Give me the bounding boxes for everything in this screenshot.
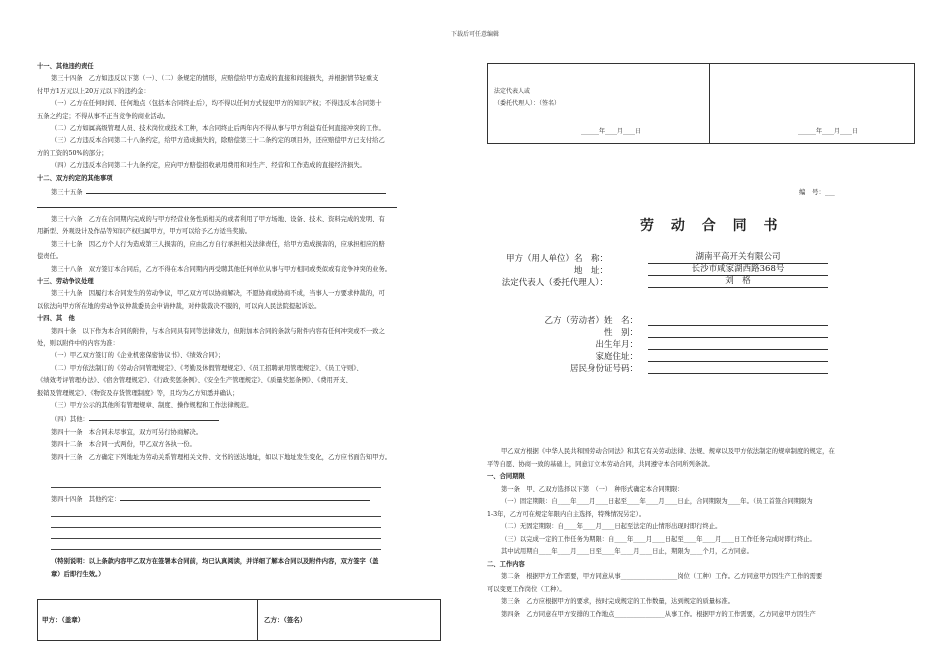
appendix-4 xyxy=(37,412,442,426)
article-35 xyxy=(37,185,442,199)
other-line-4[interactable] xyxy=(51,539,381,550)
appendix-4-label: （四）其他： xyxy=(51,416,89,424)
clause-1-probation: 其中试用期自____年____月____日至____年____月____日止，期限为____个月，乙方同意。 xyxy=(501,548,753,555)
article-36-cont: 用新型、外观设计及作品等知识产权归属甲方，甲方可以给予乙方适当奖励。 xyxy=(37,228,252,236)
appendix-3: （三）甲方公示的其他所有管理规章、制度、操作规程和工作法律规范。 xyxy=(51,401,253,409)
article-39-cont: 以依法向甲方所在地的劳动争议仲裁委员会申请仲裁，对仲裁裁决不服的，可以向人民法院提起诉讼。 xyxy=(37,302,321,310)
clause-2-cont: 可以变更工作岗位（工种）。 xyxy=(487,585,566,593)
signature-table xyxy=(37,599,441,641)
date-right: ______年____月____日 xyxy=(798,128,859,135)
section-1-title: 一、合同期限 xyxy=(487,473,525,480)
representative-table xyxy=(487,63,915,144)
item-3: （三）乙方违反本合同第二十八条约定，给甲方造成损失的，除赔偿第三十二条约定的项目外，还应赔偿甲方已支付给乙 xyxy=(51,137,385,145)
table-divider xyxy=(257,600,258,640)
item-3-cont: 方的工资的50%的部分； xyxy=(37,149,108,157)
party-b-home[interactable] xyxy=(648,350,828,362)
item-2: （二）乙方如属高级管理人员、技术岗位或技术工种，本合同终止后两年内不得从事与甲方利益有任何直接冲突的工作。 xyxy=(51,125,385,133)
item-1-cont: 五条之约定；不得从事不正当竞争的商业活动。 xyxy=(37,112,170,120)
address-line[interactable] xyxy=(51,476,381,488)
other-line-2[interactable] xyxy=(51,517,381,528)
article-40-cont: 处，则以附件中的内容为准： xyxy=(37,339,119,347)
article-37: 第三十七条 因乙方个人行为造成第三人损害的，应由乙方自行承担相关法律责任，给甲方造成损害的，应承担相应的赔 xyxy=(51,240,385,248)
party-b-name[interactable] xyxy=(648,314,828,326)
party-a-seal-label: 甲方：（盖章） xyxy=(42,616,85,624)
article-44 xyxy=(37,492,442,506)
party-a-name-label: 甲方（用人单位）名 称： xyxy=(505,254,608,264)
clause-4: 第四条 乙方同意在甲方安排的工作地点________________从事工作。根据甲方的工作需要，乙方同意甲方因生产 xyxy=(501,610,816,618)
article-41: 第四十一条 本合同未尽事宜，双方可另行协商解决。 xyxy=(51,428,203,436)
special-note-cont: 章）后即行生效。） xyxy=(51,570,105,578)
article-38: 第三十八条 双方签订本合同后，乙方不得在本合同期内再受聘其他任何单位从事与甲方相同或类似或有竞争冲突的业务。 xyxy=(51,265,392,273)
party-b-sex[interactable] xyxy=(648,326,828,338)
clause-2: 第二条 根据甲方工作需要，甲方同意从事__________________岗位（工种）工作。乙方同意甲方因生产工作的需要 xyxy=(501,573,823,580)
left-page xyxy=(37,61,442,581)
party-b-name-label: 乙方（劳动者）姓 名： xyxy=(544,316,638,326)
other-line-3[interactable] xyxy=(51,528,381,539)
article-34: 第三十四条 乙方如违反以下第（一）、（二）条规定的情形，应赔偿给甲方造成的直接和间接损失，并根据情节轻重支 xyxy=(51,75,379,83)
document-number: 编 号：___ xyxy=(799,188,835,196)
article-39: 第三十九条 因履行本合同发生的劳动争议，甲乙双方可以协商解决，不愿协商或协商不成，当事人一方要求仲裁的，可 xyxy=(51,290,385,298)
clause-1-fixed-cont: 1-3年，乙方可在规定年限内自主选择，特殊情况另定）。 xyxy=(487,510,646,518)
intro-cont: 平等自愿、协商一致的基础上，同意订立本劳动合同，共同遵守本合同所列条款。 xyxy=(487,460,714,468)
party-a-rep[interactable]: 刘 格 xyxy=(648,276,828,288)
party-a-name[interactable]: 湖南平高开关有限公司 xyxy=(648,252,828,264)
blank-line xyxy=(37,199,397,208)
appendix-2-cont2: 报销及管理规定》、《物资及存货管理制度》等，且均为乙方知悉并确认； xyxy=(37,389,239,397)
section-12-title: 十二、双方约定的其他事项 xyxy=(37,174,113,182)
appendix-4-line[interactable] xyxy=(89,412,219,421)
article-35-line xyxy=(86,185,386,194)
rep-label-2: （委托代理人）：（签名） xyxy=(494,100,561,107)
article-44-label: 第四十四条 其他约定： xyxy=(51,496,121,503)
clause-1-open: （二）无固定期限：自____年____月____日起至法定的止情形出现时即行终止。 xyxy=(501,523,722,530)
contract-title: 劳 动 合 同 书 xyxy=(640,218,784,234)
appendix-2-cont: 《绩效考评管理办法》、《宿舍管理规定》、《行政奖惩条例》、《安全生产管理规定》、《质量奖惩条例》、《费用开支、 xyxy=(37,377,352,385)
appendix-1: （一）甲乙双方签订的《企业机密保密协议书》、《绩效合同》； xyxy=(51,352,225,360)
party-b-birth-label: 出生年月： xyxy=(595,340,638,350)
section-2-title: 二、工作内容 xyxy=(487,560,525,568)
party-b-id[interactable] xyxy=(648,362,828,374)
party-b-sex-label: 性 别： xyxy=(603,328,638,338)
clause-1-task: （三）以完成一定的工作任务为期限：自____年____月____日起至____年____月____日工作任务完成时即行终止。 xyxy=(501,535,816,543)
section-13-title: 十三、劳动争议处理 xyxy=(37,277,94,285)
article-36: 第三十六条 乙方在合同期内完成的与甲方经营业务性质相关的或者利用了甲方场地、设备、技术、资料完成的发明、有 xyxy=(51,215,385,223)
party-a-rep-label: 法定代表人（委托代理人）： xyxy=(501,278,608,288)
party-b-home-label: 家庭住址： xyxy=(595,352,638,362)
party-a-address[interactable]: 长沙市咸家湖西路368号 xyxy=(648,264,828,276)
rep-label-1: 法定代表人或 xyxy=(494,88,531,95)
article-37-cont: 偿责任。 xyxy=(37,253,63,261)
party-b-id-label: 居民身份证号码： xyxy=(569,364,638,374)
special-note: （特别说明：以上条款内容甲乙双方在签署本合同前，均已认真阅读，并详细了解本合同以及附件内容，双方签字（盖 xyxy=(51,558,379,566)
party-b-sign-label: 乙方：（签名） xyxy=(264,616,307,624)
article-34-cont: 付甲方1万元以上20万元以下的违约金： xyxy=(37,87,150,95)
item-4: （四）乙方违反本合同第二十九条约定，应向甲方赔偿招收录用费用和对生产、经营和工作造成的直接经济损失。 xyxy=(51,162,366,170)
article-43: 第四十三条 乙方确定下列地址为劳动关系管理相关文件、文书的送达地址，如以下地址发生变化，乙方应书面告知甲方。 xyxy=(51,453,392,461)
other-line-1[interactable] xyxy=(51,506,381,517)
article-40: 第四十条 以下作为本合同的附件，与本合同具有同等法律效力，但附加本合同的条款与附件内容有任何冲突或不一致之 xyxy=(51,327,385,335)
article-44-line[interactable] xyxy=(120,492,370,501)
clause-1-fixed: （一）固定期限：自____年____月____日起至____年____月____日止，合同期限为____年。（员工首签合同期限为 xyxy=(501,498,813,505)
header-note: 下载后可任意编辑 xyxy=(450,31,499,38)
clause-3: 第三条 乙方应根据甲方的要求，按时完成规定的工作数量，达到规定的质量标准。 xyxy=(501,598,734,605)
section-11-title: 十一、其他违约责任 xyxy=(37,63,94,70)
date-left: ______年____月____日 xyxy=(581,128,642,135)
spacer xyxy=(37,464,442,476)
appendix-2: （二）甲方依法制订的《劳动合同管理规定》、《考勤及休假管理规定》、《员工招聘录用管理规定》、《员工守则》、 xyxy=(51,364,363,372)
article-35-label: 第三十五条 xyxy=(51,189,83,197)
party-b-birth[interactable] xyxy=(648,338,828,350)
article-35-line-2 xyxy=(37,199,442,213)
table-divider xyxy=(709,64,710,143)
item-1: （一）乙方在任何时间、任何地点（包括本合同终止后），均不得以任何方式侵犯甲方的知识产权；不得违反本合同第十 xyxy=(51,100,382,108)
party-a-address-label: 地 址： xyxy=(573,266,608,276)
clause-1: 第一条 甲、乙双方选择以下第 （一） 种形式确定本合同期限： xyxy=(501,485,684,493)
article-42: 第四十二条 本合同一式两份，甲乙双方各执一份。 xyxy=(51,441,196,449)
intro: 甲乙双方根据《中华人民共和国劳动合同法》和其它有关劳动法律、法规、规章以及甲方依法制定的规章制度的规定，在 xyxy=(501,448,835,455)
right-page-body xyxy=(487,446,913,621)
section-14-title: 十四、其 他 xyxy=(37,315,75,323)
